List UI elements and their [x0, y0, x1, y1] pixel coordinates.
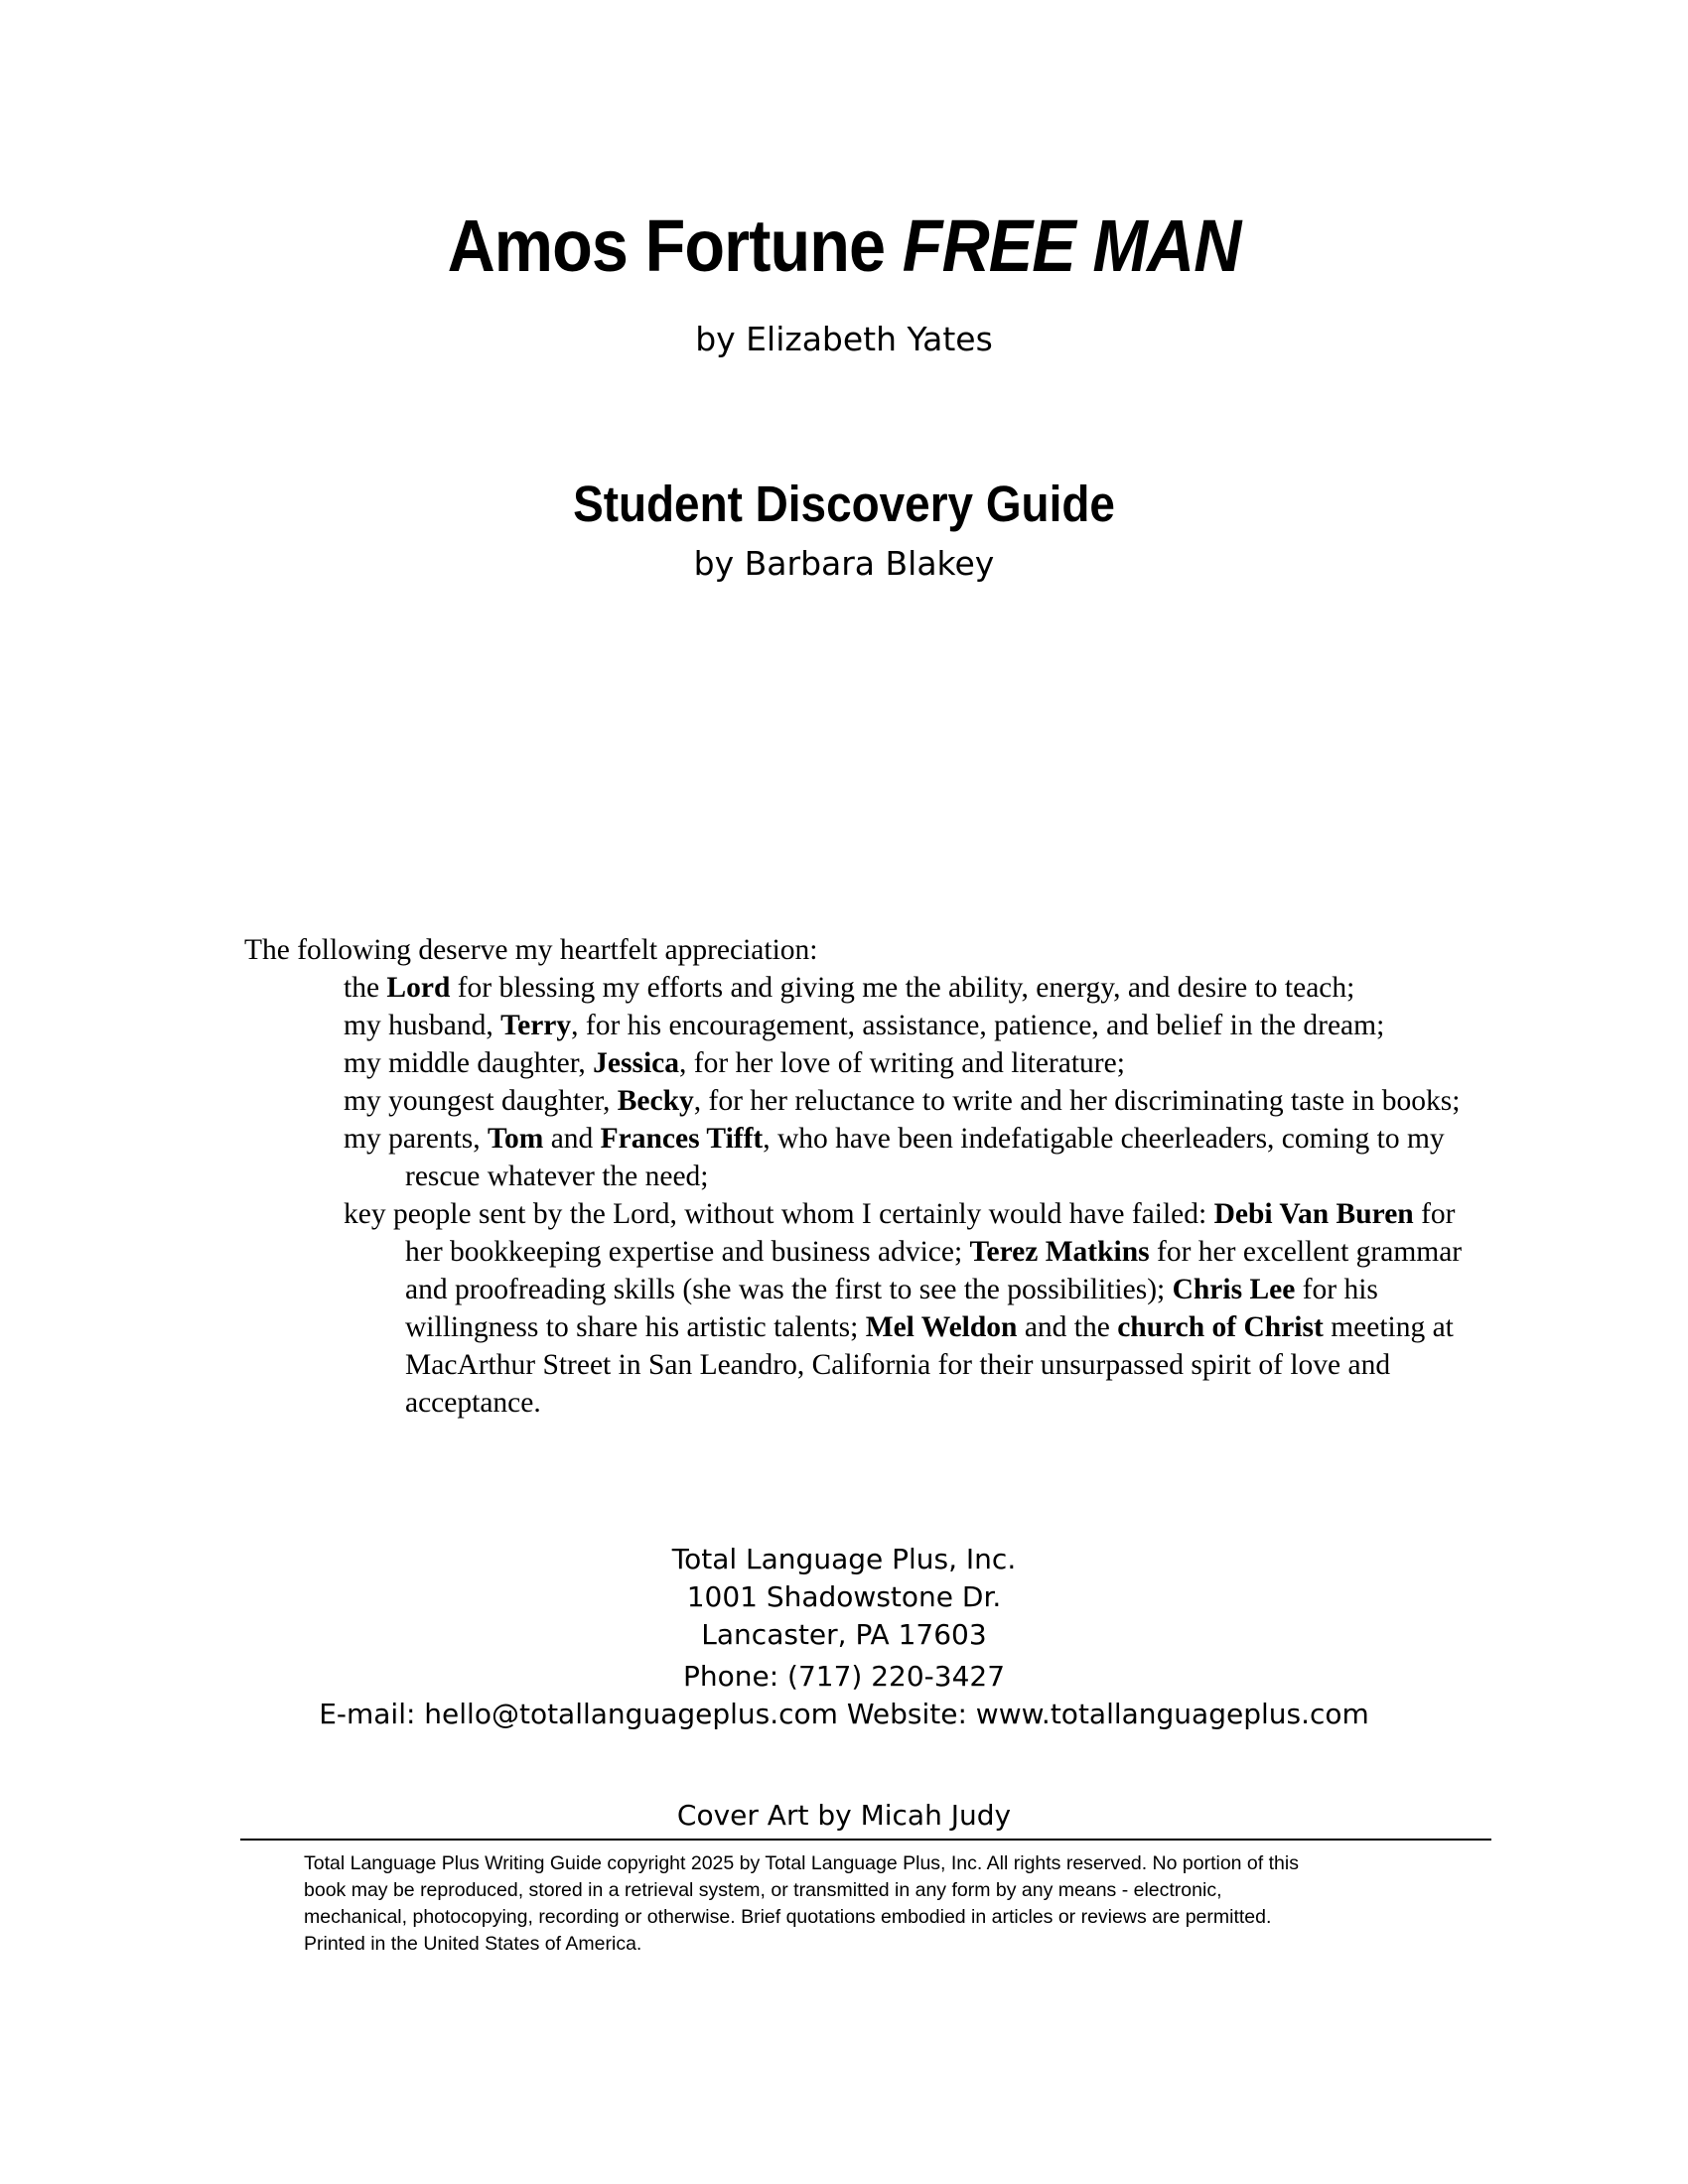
book-author: by Elizabeth Yates	[695, 320, 993, 358]
acknowledgment-text: the	[344, 972, 387, 1004]
copyright-line: Printed in the United States of America.	[304, 1933, 642, 1955]
acknowledged-name: Mel Weldon	[865, 1311, 1018, 1343]
acknowledged-name: Terry	[500, 1010, 572, 1041]
acknowledgment-text: my youngest daughter,	[344, 1085, 618, 1117]
acknowledgment-text: for her bookkeeping expertise and business advice;	[405, 1198, 1456, 1268]
acknowledgment-text: key people sent by the Lord, without whom I certainly would have failed:	[344, 1198, 1214, 1230]
acknowledgment-text: and	[543, 1123, 601, 1155]
acknowledgments-intro: The following deserve my heartfelt appreciation:	[244, 934, 818, 966]
acknowledgments-list	[244, 969, 1495, 1422]
acknowledgment-text: for her excellent grammar and proofreading skills (she was the first to see the possibilities);	[405, 1236, 1463, 1305]
divider-rule	[240, 1839, 1491, 1841]
acknowledgment-item	[344, 1195, 1495, 1422]
acknowledgments	[244, 931, 1495, 1422]
copyright-notice	[304, 1850, 1456, 1958]
guide-author: by Barbara Blakey	[693, 544, 995, 583]
publisher-phone: Phone: (717) 220-3427	[682, 1660, 1006, 1693]
publisher-email-website: E-mail: hello@totallanguageplus.com Website: www.totallanguageplus.com	[319, 1698, 1369, 1730]
publisher-contact	[0, 1541, 1688, 1733]
copyright-line: Total Language Plus Writing Guide copyright 2025 by Total Language Plus, Inc. All rights reserved. No portion of this	[304, 1852, 1299, 1874]
book-title	[84, 204, 1604, 288]
publisher-street: 1001 Shadowstone Dr.	[686, 1580, 1002, 1613]
acknowledged-name: Debi Van Buren	[1213, 1198, 1414, 1230]
acknowledgment-item	[344, 1044, 1495, 1082]
acknowledgment-text: , who have been indefatigable cheerleaders, coming to my rescue whatever the need;	[405, 1123, 1445, 1192]
acknowledgment-item	[344, 1082, 1495, 1120]
acknowledged-name: Jessica	[593, 1047, 679, 1079]
acknowledgment-text: for his willingness to share his artistic talents;	[405, 1274, 1378, 1343]
acknowledgment-text: , for his encouragement, assistance, patience, and belief in the dream;	[571, 1010, 1385, 1041]
acknowledged-name: Becky	[617, 1085, 694, 1117]
copyright-line: book may be reproduced, stored in a retrieval system, or transmitted in any form by any means - electronic,	[304, 1879, 1222, 1901]
acknowledgment-item	[344, 1120, 1495, 1195]
book-title-emphasis: FREE MAN	[902, 205, 1241, 287]
acknowledgment-text: my parents,	[344, 1123, 489, 1155]
acknowledgment-text: , for her reluctance to write and her discriminating taste in books;	[693, 1085, 1461, 1117]
acknowledgment-text: , for her love of writing and literature;	[679, 1047, 1125, 1079]
acknowledged-name: Lord	[386, 972, 451, 1004]
acknowledgment-text: for blessing my efforts and giving me the ability, energy, and desire to teach;	[450, 972, 1355, 1004]
publisher-city: Lancaster, PA 17603	[701, 1618, 987, 1651]
acknowledgment-item	[344, 969, 1495, 1007]
acknowledgment-item	[344, 1007, 1495, 1044]
acknowledged-name: Chris Lee	[1172, 1274, 1296, 1305]
acknowledged-name: Frances Tifft	[600, 1123, 764, 1155]
guide-title: Student Discovery Guide	[573, 476, 1115, 532]
acknowledgment-text: my husband,	[344, 1010, 501, 1041]
acknowledged-name: church of Christ	[1117, 1311, 1324, 1343]
acknowledgment-text: meeting at MacArthur Street in San Leandro, California for their unsurpassed spirit of love and acceptance.	[405, 1311, 1454, 1419]
acknowledgment-text: and the	[1017, 1311, 1118, 1343]
acknowledged-name: Terez Matkins	[969, 1236, 1150, 1268]
publisher-name: Total Language Plus, Inc.	[671, 1543, 1017, 1575]
acknowledged-name: Tom	[488, 1123, 544, 1155]
cover-art-credit: Cover Art by Micah Judy	[676, 1799, 1012, 1832]
book-title-main: Amos Fortune	[447, 205, 903, 287]
copyright-line: mechanical, photocopying, recording or otherwise. Brief quotations embodied in articles or reviews are permitted.	[304, 1906, 1272, 1928]
acknowledgment-text: my middle daughter,	[344, 1047, 594, 1079]
